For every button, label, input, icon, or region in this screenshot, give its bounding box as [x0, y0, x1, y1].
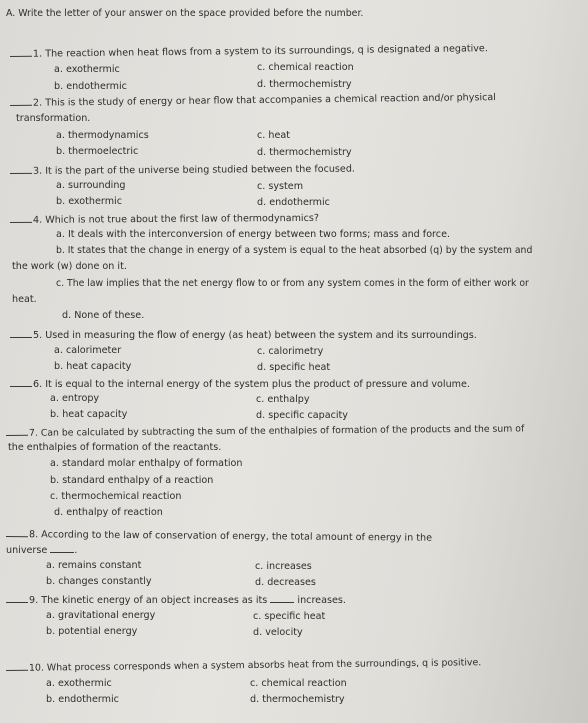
answer-blank-6[interactable]: [10, 377, 32, 387]
q3-choice-c: c. system: [257, 181, 304, 192]
q8-choice-c: c. increases: [255, 561, 312, 572]
question-9-stem: 9. The kinetic energy of an object increases as its: [29, 595, 268, 606]
q5-choice-d: d. specific heat: [257, 362, 331, 373]
question-4: [10, 211, 319, 227]
q10-choice-d: d. thermochemistry: [250, 694, 345, 705]
answer-blank-9[interactable]: [6, 593, 28, 603]
q1-choice-d: d. thermochemistry: [257, 79, 352, 90]
question-7-stem-cont: the enthalpies of formation of the reactants.: [8, 442, 222, 453]
q7-choice-b: b. standard enthalpy of a reaction: [50, 475, 214, 486]
fill-blank-8[interactable]: [50, 543, 74, 553]
q8-choice-a: a. remains constant: [46, 560, 142, 571]
instruction-text: A. Write the letter of your answer on the space provided before the number.: [6, 8, 364, 19]
answer-blank-10[interactable]: [6, 661, 28, 671]
q4-choice-d: d. None of these.: [62, 310, 145, 321]
q2-choice-a: a. thermodynamics: [56, 130, 149, 141]
q4-choice-c: c. The law implies that the net energy flow to or from any system comes in the form of either work or: [56, 278, 529, 289]
question-2-stem: 2. This is the study of energy or hear flow that accompanies a chemical reaction and/or physical: [32, 92, 496, 109]
q10-choice-b: b. endothermic: [46, 694, 119, 705]
question-6: [10, 377, 470, 391]
question-4-stem: 4. Which is not true about the first law of thermodynamics?: [32, 212, 319, 226]
answer-blank-2[interactable]: [10, 96, 32, 106]
q3-choice-a: a. surrounding: [56, 180, 126, 191]
q3-choice-d: d. endothermic: [257, 197, 330, 208]
question-1: [10, 41, 488, 61]
question-2-stem-cont: transformation.: [16, 113, 91, 124]
q3-choice-b: b. exothermic: [56, 196, 122, 207]
question-5: [10, 328, 477, 342]
q10-choice-a: a. exothermic: [46, 678, 112, 689]
q6-choice-c: c. enthalpy: [256, 394, 310, 405]
fill-blank-9[interactable]: [270, 593, 294, 603]
q9-choice-c: c. specific heat: [253, 611, 326, 622]
q9-choice-b: b. potential energy: [46, 626, 138, 637]
answer-blank-4[interactable]: [10, 213, 32, 223]
q9-choice-d: d. velocity: [253, 627, 303, 638]
question-1-stem: 1. The reaction when heat flows from a system to its surroundings, q is designated a negative.: [32, 43, 488, 60]
q9-choice-a: a. gravitational energy: [46, 610, 156, 621]
question-2: [10, 90, 496, 110]
q7-choice-d: d. enthalpy of reaction: [54, 507, 163, 518]
q4-choice-b-cont: the work (w) done on it.: [12, 261, 127, 272]
q8-choice-d: d. decreases: [255, 577, 316, 588]
q1-choice-b: b. endothermic: [54, 81, 127, 92]
q2-choice-d: d. thermochemistry: [257, 147, 352, 158]
question-8-universe: universe: [6, 545, 48, 556]
q7-choice-a: a. standard molar enthalpy of formation: [50, 458, 243, 469]
question-7-stem: 7. Can be calculated by subtracting the sum of the enthalpies of formation of the products and the sum of: [28, 423, 525, 439]
q6-choice-a: a. entropy: [50, 393, 100, 404]
question-9-stem-end: increases.: [297, 595, 346, 606]
question-7: [6, 421, 524, 440]
answer-blank-8[interactable]: [6, 527, 28, 537]
question-8-stem-cont: [6, 543, 77, 557]
question-10-stem: 10. What process corresponds when a system absorbs heat from the surroundings, q is positive.: [28, 657, 482, 674]
q6-choice-b: b. heat capacity: [50, 409, 128, 420]
q6-choice-d: d. specific capacity: [256, 410, 348, 421]
question-3: [10, 162, 355, 178]
q4-choice-c-cont: heat.: [12, 294, 37, 305]
answer-blank-7[interactable]: [6, 426, 28, 436]
answer-blank-5[interactable]: [10, 328, 32, 338]
question-3-stem: 3. It is the part of the universe being studied between the focused.: [32, 163, 355, 177]
q4-choice-b: b. It states that the change in energy of a system is equal to the heat absorbed (q) by the system and: [56, 245, 533, 256]
question-5-stem: 5. Used in measuring the flow of energy (as heat) between the system and its surroundings.: [33, 330, 477, 341]
q1-choice-c: c. chemical reaction: [257, 62, 354, 73]
q5-choice-b: b. heat capacity: [54, 361, 132, 372]
q8-choice-b: b. changes constantly: [46, 576, 152, 587]
answer-blank-3[interactable]: [10, 164, 32, 174]
q10-choice-c: c. chemical reaction: [250, 678, 347, 689]
q2-choice-c: c. heat: [257, 130, 290, 141]
q5-choice-a: a. calorimeter: [54, 345, 122, 356]
question-6-stem: 6. It is equal to the internal energy of the system plus the product of pressure and volume.: [33, 379, 470, 390]
question-10: [6, 655, 481, 675]
question-9: [6, 593, 346, 607]
question-8-stem: 8. According to the law of conservation of energy, the total amount of energy in the: [28, 529, 433, 544]
q7-choice-c: c. thermochemical reaction: [50, 491, 182, 502]
q2-choice-b: b. thermoelectric: [56, 146, 139, 157]
question-8-period: .: [74, 545, 78, 556]
q4-choice-a: a. It deals with the interconversion of energy between two forms; mass and force.: [56, 229, 451, 240]
q1-choice-a: a. exothermic: [54, 64, 120, 75]
answer-blank-1[interactable]: [10, 47, 32, 57]
q5-choice-c: c. calorimetry: [257, 346, 324, 357]
